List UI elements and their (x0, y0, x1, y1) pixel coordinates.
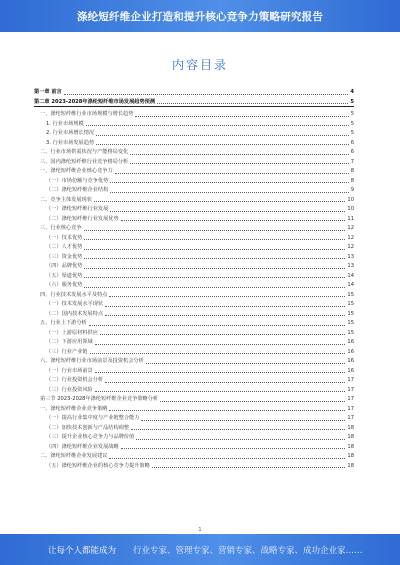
toc-entry-page: 16 (347, 348, 354, 355)
page-number: 1 (198, 527, 202, 533)
toc-leader-dots (84, 287, 345, 288)
toc-entry[interactable] (34, 384, 354, 394)
toc-entry-label: 六、涤纶短纤维行业市场前景及投资机会分析 (40, 358, 144, 365)
toc-entry-label: （三）资金优势 (46, 253, 83, 260)
toc-entry-page: 14 (347, 282, 354, 289)
toc-divider (34, 106, 354, 107)
toc-leader-dots (121, 220, 346, 221)
toc-leader-dots (110, 211, 345, 212)
toc-entry[interactable] (34, 393, 354, 403)
toc-entry-page: 15 (347, 301, 354, 308)
document-header (0, 0, 400, 32)
toc-entry[interactable] (34, 213, 354, 223)
toc-entry-page: 16 (347, 358, 354, 365)
toc-entry-page: 14 (347, 272, 354, 279)
toc-leader-dots (95, 372, 346, 373)
toc-leader-dots (135, 116, 348, 117)
header-title: 涤纶短纤维企业打造和提升核心竞争力策略研究报告 (76, 10, 324, 23)
toc-entry-label: （三）行业投资风险 (46, 386, 93, 393)
toc-entry-page: 5 (350, 98, 354, 105)
toc-entry[interactable] (34, 146, 354, 156)
toc-entry-page: 18 (347, 424, 354, 431)
toc-entry-label: 一、涤纶短纤维企业核心竞争力 (40, 168, 113, 175)
toc-entry[interactable] (34, 298, 354, 308)
toc-entry[interactable] (34, 279, 354, 289)
toc-leader-dots (96, 144, 349, 145)
toc-entry-label: 三、国内涤纶短纤维行业竞争格局分析 (40, 158, 129, 165)
toc-entry-label: （三）行业产业链 (46, 348, 88, 355)
toc-leader-dots (84, 268, 345, 269)
toc-entry-label: （三）提升企业核心竞争力与品牌价值 (46, 434, 135, 441)
toc-entry-label: （二）加快技术创新与产品结构调整 (46, 424, 130, 431)
footer-roles: 行业专家、管理专家、营销专家、战略专家、成功企业家…… (133, 545, 363, 556)
toc-entry-label: 第一章 前言 (34, 89, 62, 96)
toc-entry-label: 1. 行业市场规模 (46, 120, 84, 127)
toc-entry-label: （二）国内技术发展特点 (46, 310, 104, 317)
toc-entry-page: 4 (350, 89, 354, 96)
toc-leader-dots (95, 344, 346, 345)
toc-entry-label: 二、竞争主体发展现状 (40, 196, 92, 203)
toc-entry[interactable] (34, 127, 354, 137)
toc-entry-page: 9 (350, 187, 354, 194)
toc-leader-dots (157, 103, 348, 104)
toc-entry-label: （一）市场份额与竞争优势 (46, 177, 109, 184)
toc-leader-dots (86, 125, 349, 126)
toc-leader-dots (96, 135, 349, 136)
toc-leader-dots (84, 249, 345, 250)
toc-leader-dots (109, 458, 345, 459)
toc-entry-page: 17 (347, 377, 354, 384)
toc-leader-dots (90, 353, 346, 354)
toc-leader-dots (105, 315, 345, 316)
toc-entry-page: 12 (347, 225, 354, 232)
toc-entry[interactable] (34, 203, 354, 213)
toc-entry-label: 一、涤纶短纤维企业竞争策略 (40, 405, 108, 412)
toc-leader-dots (84, 277, 345, 278)
toc-entry-page: 7 (350, 158, 354, 165)
toc-entry[interactable] (34, 241, 354, 251)
toc-leader-dots (100, 334, 346, 335)
toc-entry-page: 11 (347, 215, 354, 222)
toc-entry[interactable] (34, 289, 354, 299)
toc-entry[interactable] (34, 450, 354, 460)
toc-entry[interactable] (34, 270, 354, 280)
toc-entry-label: 二、行业市场供需状况与产能格局变化 (40, 149, 129, 156)
toc-entry-page: 8 (350, 168, 354, 175)
toc-leader-dots (64, 94, 349, 95)
toc-entry-label: （一）技术发展水平现状 (46, 301, 104, 308)
toc-entry-page: 8 (350, 177, 354, 184)
toc-entry[interactable] (34, 327, 354, 337)
toc-leader-dots (130, 154, 348, 155)
toc-entry-label: （六）服务优势 (46, 282, 83, 289)
toc-entry-label: （二）涤纶短纤维企业结构 (46, 187, 109, 194)
toc-entry-label: （二）人才优势 (46, 244, 83, 251)
toc-entry[interactable] (34, 232, 354, 242)
toc-entry-label: （一）行业市场前景 (46, 367, 93, 374)
toc-entry-page: 5 (350, 111, 354, 118)
toc-entry-label: 第二章 2023-2028年涤纶短纤维市场发展趋势预测 (34, 98, 156, 105)
toc-entry[interactable] (34, 431, 354, 441)
toc-leader-dots (131, 429, 345, 430)
toc-entry-label: 2. 行业市场增长情况 (46, 130, 95, 137)
toc-entry-label: 二、涤纶短纤维企业发展建议 (40, 453, 108, 460)
toc-entry[interactable] (34, 441, 354, 451)
toc-entry-label: （一）上游原材料供应 (46, 329, 98, 336)
toc-leader-dots (152, 467, 346, 468)
toc-entry-label: 第三节 2023-2028年涤纶短纤维企业竞争策略分析 (40, 396, 159, 403)
toc-entry-label: 一、涤纶短纤维行业市场规模与增长趋势 (40, 111, 134, 118)
toc-entry[interactable] (34, 260, 354, 270)
toc-entry[interactable] (34, 137, 354, 147)
toc-leader-dots (115, 173, 349, 174)
toc-entry[interactable] (34, 403, 354, 413)
toc-entry-label: （二）涤纶短纤维行业发展优势 (46, 215, 119, 222)
toc-entry-label: （一）提高行业集中度与产业链整合能力 (46, 415, 140, 422)
toc-entry-page: 15 (347, 310, 354, 317)
toc-entry-page: 17 (347, 415, 354, 422)
toc-leader-dots (121, 448, 346, 449)
toc-entry[interactable] (34, 194, 354, 204)
toc-entry-page: 13 (347, 253, 354, 260)
toc-entry[interactable] (34, 317, 354, 327)
toc-entry-page: 12 (347, 234, 354, 241)
toc-entry[interactable] (34, 346, 354, 356)
toc-entry-page: 15 (347, 320, 354, 327)
footer-slogan: 让每个人都能成为 (48, 545, 117, 556)
toc-leader-dots (141, 420, 345, 421)
toc-entry-page: 15 (347, 329, 354, 336)
toc-leader-dots (105, 382, 345, 383)
toc-entry-page: 18 (347, 443, 354, 450)
toc-entry-label: 3. 行业市场发展趋势 (46, 139, 95, 146)
toc-entry[interactable] (34, 365, 354, 375)
toc-entry[interactable] (34, 336, 354, 346)
toc-entry-label: （二）行业投资机会分析 (46, 377, 104, 384)
toc-entry-page: 12 (347, 244, 354, 251)
toc-entry-page: 16 (347, 367, 354, 374)
toc-entry[interactable] (34, 175, 354, 185)
toc-entry[interactable] (34, 118, 354, 128)
toc-entry-label: 四、行业技术发展水平及特点 (40, 291, 108, 298)
toc-entry-label: （五）渠道优势 (46, 272, 83, 279)
toc-leader-dots (110, 182, 348, 183)
toc-entry-page: 16 (347, 339, 354, 346)
toc-entry-page: 17 (347, 396, 354, 403)
toc-entry-page: 6 (350, 139, 354, 146)
toc-leader-dots (89, 325, 346, 326)
toc-title: 内容目录 (171, 58, 228, 72)
toc-entry[interactable] (34, 308, 354, 318)
toc-leader-dots (110, 192, 348, 193)
toc-entry[interactable] (34, 355, 354, 365)
toc-entry[interactable] (34, 374, 354, 384)
toc-entry[interactable] (34, 156, 354, 166)
toc-entry[interactable] (34, 460, 354, 470)
toc-entry[interactable] (34, 412, 354, 422)
toc-entry-label: 五、行业上下游分析 (40, 320, 87, 327)
toc-leader-dots (84, 230, 346, 231)
toc-leader-dots (146, 363, 346, 364)
toc-leader-dots (84, 258, 345, 259)
toc-entry-page: 10 (347, 196, 354, 203)
toc-entry-label: （五）涤纶短纤维企业的核心竞争力提升策略 (46, 462, 150, 469)
toc-entry-label: （四）品牌优势 (46, 263, 83, 270)
toc-entry-label: （一）涤纶短纤维行业发展 (46, 206, 109, 213)
toc-entry-page: 5 (350, 120, 354, 127)
toc-entry-page: 18 (347, 434, 354, 441)
toc-entry-page: 18 (347, 453, 354, 460)
toc-leader-dots (109, 410, 345, 411)
toc-entry-page: 10 (347, 206, 354, 213)
toc-leader-dots (109, 296, 345, 297)
toc-entry-page: 6 (350, 149, 354, 156)
toc-leader-dots (160, 401, 345, 402)
toc-entry-page: 13 (347, 263, 354, 270)
toc-entry[interactable] (34, 222, 354, 232)
toc-leader-dots (105, 306, 345, 307)
toc-entry[interactable] (34, 108, 354, 118)
toc-entry[interactable] (34, 422, 354, 432)
document-footer (0, 534, 400, 565)
table-of-contents (34, 86, 354, 469)
toc-entry[interactable] (34, 96, 354, 106)
toc-leader-dots (84, 239, 345, 240)
toc-entry-page: 17 (347, 405, 354, 412)
toc-entry[interactable] (34, 184, 354, 194)
toc-entry-page: 5 (350, 130, 354, 137)
toc-entry-label: （二）下游应用领域 (46, 339, 93, 346)
toc-entry[interactable] (34, 165, 354, 175)
toc-leader-dots (95, 391, 346, 392)
toc-entry-label: 三、行业核心竞争 (40, 225, 82, 232)
toc-leader-dots (130, 163, 348, 164)
toc-entry[interactable] (34, 251, 354, 261)
toc-entry-label: （一）技术优势 (46, 234, 83, 241)
toc-entry-label: （四）涤纶短纤维企业发展战略 (46, 443, 119, 450)
toc-leader-dots (136, 439, 345, 440)
toc-entry[interactable] (34, 86, 354, 96)
toc-entry-page: 17 (347, 386, 354, 393)
toc-entry-page: 18 (347, 462, 354, 469)
toc-leader-dots (94, 201, 346, 202)
toc-entry-page: 15 (347, 291, 354, 298)
